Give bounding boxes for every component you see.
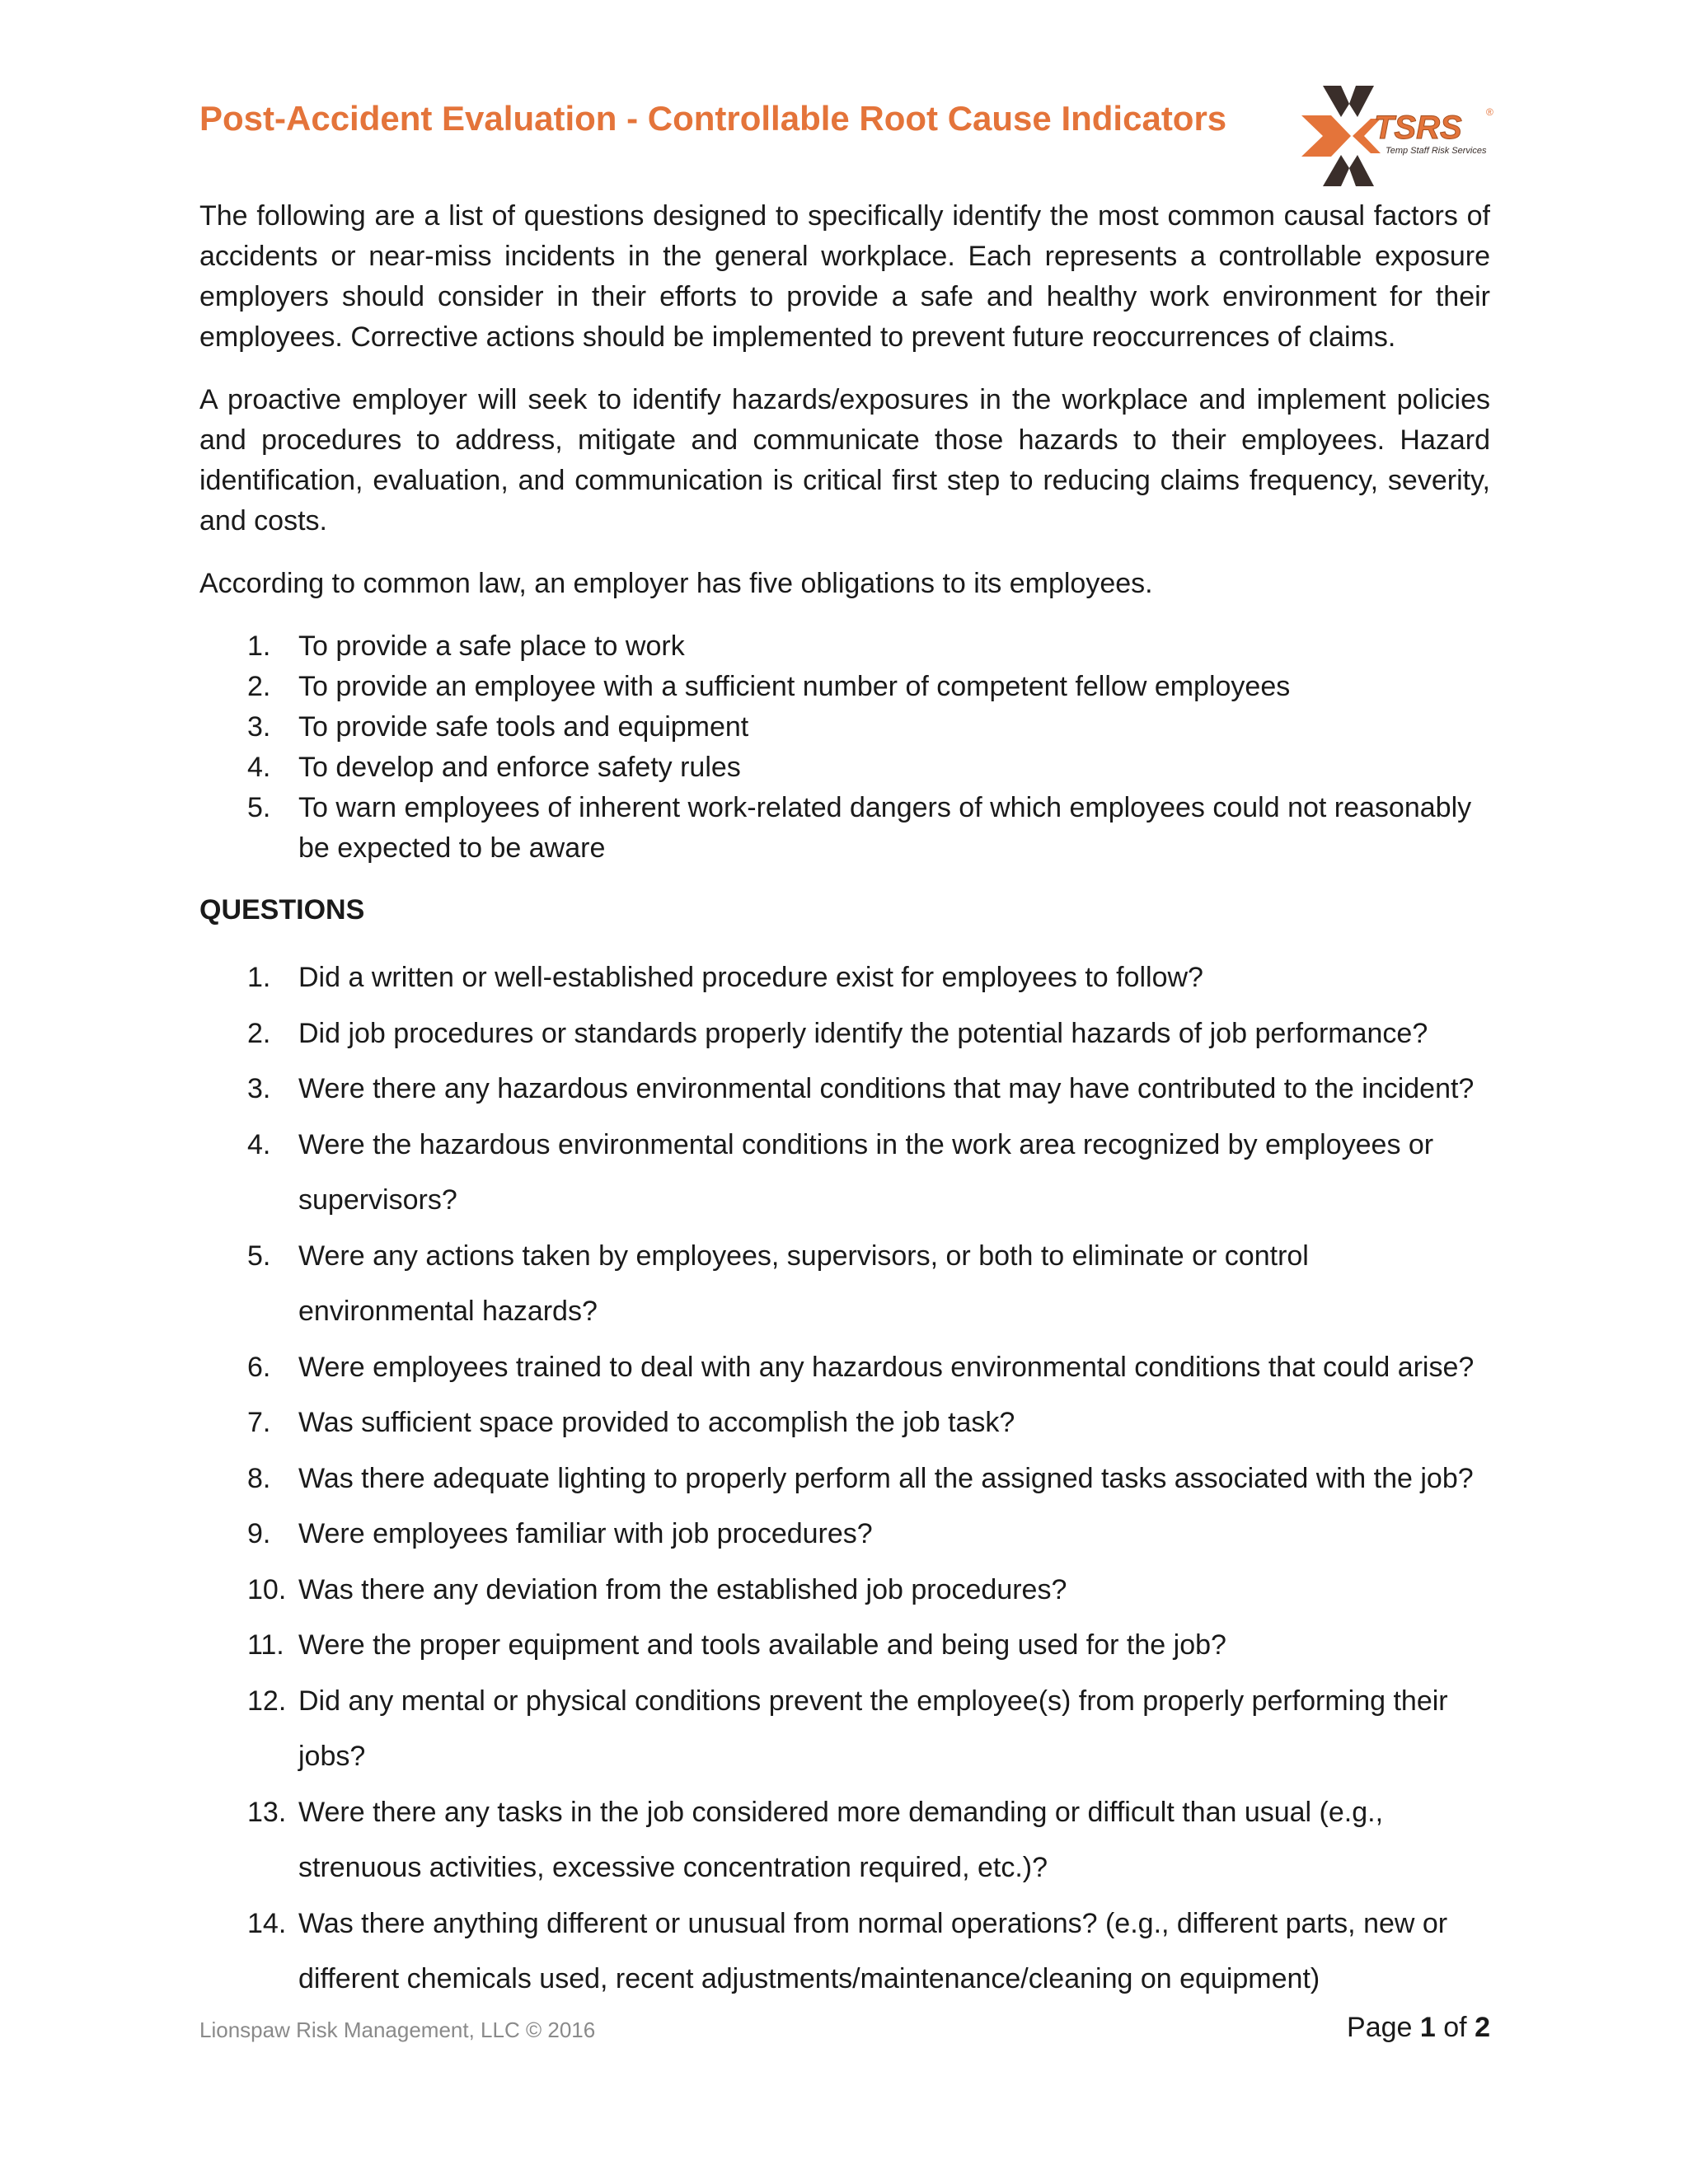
- list-item: 10. Was there any deviation from the established job procedures?: [247, 1573, 1067, 1605]
- list-item: 9. Were employees familiar with job procedures?: [247, 1518, 873, 1549]
- logo-wordmark: TSRS: [1374, 110, 1462, 146]
- document-body: [199, 196, 1490, 2008]
- list-item: 12. Did any mental or physical conditions prevent the employee(s) from properly performing their jobs?: [247, 1685, 1448, 1772]
- footer-copyright: Lionspaw Risk Management, LLC © 2016: [199, 2018, 596, 2042]
- list-item: 11. Were the proper equipment and tools available and being used for the job?: [247, 1629, 1226, 1661]
- list-item: 8. Was there adequate lighting to properly perform all the assigned tasks associated with the job?: [247, 1462, 1474, 1494]
- logo-subtitle: Temp Staff Risk Services: [1386, 146, 1487, 156]
- svg-text:®: ®: [1486, 106, 1493, 118]
- intro-paragraph-1: The following are a list of questions designed to specifically identify the most common causal factors of accidents or near-miss incidents in the general workplace. Each represents a controllable exposure employers should consider in their efforts to provide a safe and healthy work environment for their employees. Corrective actions should be implemented to prevent future reoccurrences of claims.: [199, 200, 1490, 353]
- list-item: 5. Were any actions taken by employees, supervisors, or both to eliminate or control environmental hazards?: [247, 1240, 1309, 1327]
- list-item: 2. Did job procedures or standards properly identify the potential hazards of job performance?: [247, 1017, 1428, 1049]
- tsrs-logo-mark: [1298, 82, 1496, 190]
- intro-paragraph-2: A proactive employer will seek to identify hazards/exposures in the workplace and implement policies and procedures to address, mitigate and communicate those hazards to their employees. Hazard identification, evaluation, and communication is critical first step to reducing claims frequency, severity, and costs.: [199, 384, 1490, 537]
- list-item: 13. Were there any tasks in the job considered more demanding or difficult than usual (e.g., strenuous activities, excessive concentration required, etc.)?: [247, 1796, 1384, 1883]
- list-item: 4. To develop and enforce safety rules: [247, 752, 741, 783]
- list-item: 2. To provide an employee with a sufficient number of competent fellow employees: [247, 671, 1291, 702]
- footer-page-number: Page 1 of 2: [1347, 2012, 1490, 2043]
- page-title: Post-Accident Evaluation - Controllable Root Cause Indicators: [199, 99, 1227, 138]
- list-item: 1. Did a written or well-established procedure exist for employees to follow?: [247, 962, 1203, 993]
- list-item: 7. Was sufficient space provided to accomplish the job task?: [247, 1407, 1015, 1438]
- questions-list: [199, 950, 1490, 2008]
- obligations-list: [199, 626, 1490, 869]
- intro-paragraph-3: According to common law, an employer has five obligations to its employees.: [199, 568, 1153, 599]
- list-item: 6. Were employees trained to deal with any hazardous environmental conditions that could arise?: [247, 1351, 1475, 1383]
- list-item: 1. To provide a safe place to work: [247, 630, 685, 662]
- list-item: 5. To warn employees of inherent work-related dangers of which employees could not reasonably be expected to be aware: [247, 792, 1472, 864]
- list-item: 3. Were there any hazardous environmental conditions that may have contributed to the incident?: [247, 1073, 1475, 1104]
- list-item: 14. Was there anything different or unusual from normal operations? (e.g., different parts, new or different chemicals used, recent adjustments/maintenance/cleaning on equipment): [247, 1907, 1448, 1994]
- tsrs-logo: [1298, 82, 1496, 190]
- list-item: 4. Were the hazardous environmental conditions in the work area recognized by employees or supervisors?: [247, 1128, 1434, 1216]
- list-item: 3. To provide safe tools and equipment: [247, 711, 749, 743]
- questions-heading: QUESTIONS: [199, 894, 365, 926]
